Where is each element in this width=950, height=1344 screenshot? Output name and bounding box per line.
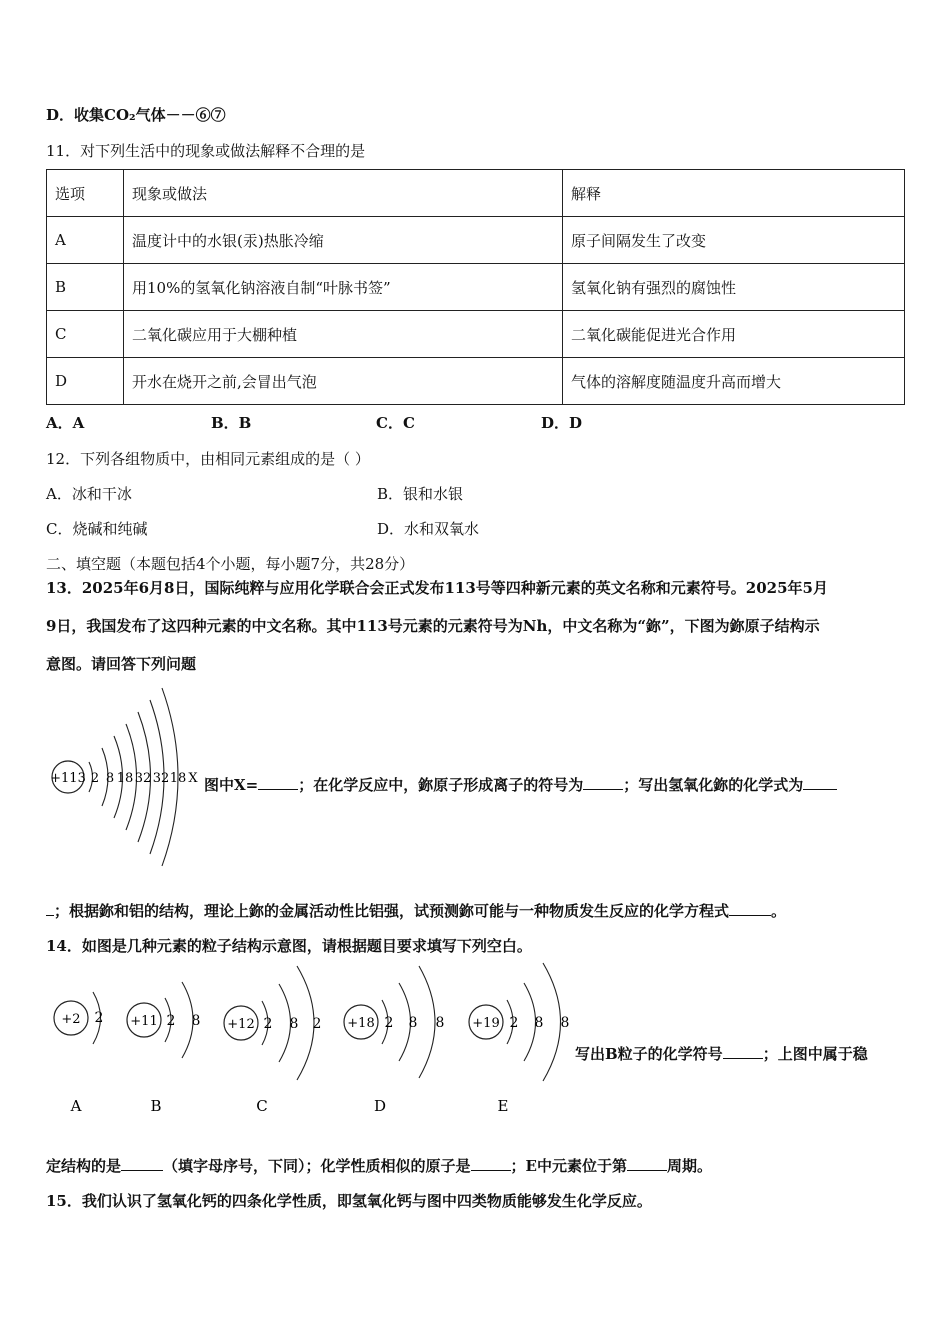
q13-line5	[46, 900, 786, 921]
table-cell: 开水在烧开之前,会冒出气泡	[124, 358, 563, 405]
q13-line5-end: 。	[771, 902, 787, 920]
shell-electrons: 8	[435, 1015, 445, 1031]
q11-choice-b: B．B	[211, 414, 252, 432]
section-heading: 二、填空题（本题包括4个小题，每小题7分，共28分）	[46, 555, 415, 573]
table-row	[47, 311, 905, 358]
q11-choice-a: A．A	[46, 414, 85, 432]
answer-blank[interactable]	[471, 1156, 511, 1171]
q13-line5-text: ；根据鉨和铝的结构，理论上鉨的金属活动性比铝强，试预测鉨可能与一种物质发生反应的化学方程式	[54, 902, 730, 920]
answer-blank[interactable]	[46, 901, 54, 916]
table-cell: 气体的溶解度随温度升高而增大	[563, 358, 905, 405]
shell-electrons: 8	[408, 1015, 418, 1031]
shell-electrons: 32	[152, 771, 170, 786]
answer-blank[interactable]	[583, 775, 623, 790]
shell-electrons: 8	[191, 1013, 201, 1029]
q14-line3-a: 定结构的是	[46, 1157, 122, 1175]
shell-electrons: 2	[263, 1016, 273, 1032]
particle-label: A	[70, 1097, 82, 1115]
particle-label: C	[256, 1097, 268, 1115]
table-row	[47, 264, 905, 311]
table-cell: 原子间隔发生了改变	[563, 217, 905, 264]
nucleus-label: +18	[347, 1016, 375, 1031]
q11-choice-d: D．D	[541, 414, 583, 432]
q13-line1: 13．2025年6月8日，国际纯粹与应用化学联合会正式发布113号等四种新元素的英文名称和元素符号。2025年5月	[46, 579, 828, 597]
q11-choice-c: C．C	[376, 414, 415, 432]
answer-blank[interactable]	[121, 1156, 163, 1171]
q14-side-b: ；上图中属于稳	[762, 1045, 868, 1063]
shell-electrons: 2	[384, 1015, 394, 1031]
shell-electrons: 8	[534, 1015, 544, 1031]
table-cell: 氢氧化钠有强烈的腐蚀性	[563, 264, 905, 311]
shell-electrons: 2	[312, 1016, 322, 1032]
q14-line3-d: 周期。	[666, 1157, 712, 1175]
table-header-cell: 选项	[47, 170, 124, 217]
q11-stem: 11．对下列生活中的现象或做法解释不合理的是	[46, 142, 366, 160]
table-cell: 用10%的氢氧化钠溶液自制“叶脉书签”	[124, 264, 563, 311]
shell-electrons: 18	[116, 771, 134, 786]
q10-option-d: D．收集CO₂气体－－⑥⑦	[46, 106, 226, 124]
particle-label: B	[150, 1097, 162, 1115]
particle-b	[127, 982, 200, 1115]
table-header-cell: 现象或做法	[124, 170, 563, 217]
nucleus-label: +12	[227, 1017, 255, 1032]
answer-blank[interactable]	[729, 901, 771, 916]
q13-text-ion: ；在化学反应中，鉨原子形成离子的符号为	[298, 776, 584, 794]
q13-line2: 9日，我国发布了这四种元素的中文名称。其中113号元素的元素符号为Nh，中文名称为“鉨”，下图为鉨原子结构示	[46, 617, 820, 635]
table-header-cell: 解释	[563, 170, 905, 217]
particle-c	[224, 966, 321, 1115]
q14-stem: 14．如图是几种元素的粒子结构示意图，请根据题目要求填写下列空白。	[46, 937, 532, 955]
q14-side-a: 写出B粒子的化学符号	[575, 1045, 723, 1063]
shell-electrons: 18	[169, 771, 187, 786]
q14-line3-b: （填字母序号，下同）；化学性质相似的原子是	[163, 1157, 471, 1175]
particle-a	[54, 992, 103, 1115]
shell-electrons: 2	[509, 1015, 519, 1031]
table-cell: 温度计中的水银(汞)热胀冷缩	[124, 217, 563, 264]
q13-line3: 意图。请回答下列问题	[46, 655, 197, 673]
shell-electrons: 8	[289, 1016, 299, 1032]
q12-choice-a: A．冰和干冰	[46, 485, 132, 503]
answer-blank[interactable]	[258, 775, 298, 790]
nucleus-label: +113	[50, 771, 86, 786]
table-row	[47, 217, 905, 264]
q13-text-formula: ；写出氢氧化鉨的化学式为	[623, 776, 804, 794]
table-cell: A	[47, 217, 124, 264]
q13-fill-line	[204, 774, 837, 795]
particle-d	[344, 966, 444, 1115]
table-cell: 二氧化碳应用于大棚种植	[124, 311, 563, 358]
answer-blank[interactable]	[627, 1156, 667, 1171]
table-header-row	[47, 170, 905, 217]
q11-table	[46, 169, 905, 405]
nucleus-label: +11	[130, 1014, 158, 1029]
q12-choice-b: B．银和水银	[377, 485, 464, 503]
particle-label: E	[497, 1097, 509, 1115]
particle-label: D	[373, 1097, 387, 1115]
shell-electrons: 2	[166, 1013, 176, 1029]
q15-stem: 15．我们认识了氢氧化钙的四条化学性质，即氢氧化钙与图中四类物质能够发生化学反应。	[46, 1192, 652, 1210]
q14-side-text	[575, 1043, 868, 1064]
shell-electrons: X	[188, 771, 198, 786]
q12-choice-c: C．烧碱和纯碱	[46, 520, 148, 538]
q13-text-x: 图中X=	[204, 776, 259, 794]
q12-choice-d: D．水和双氧水	[377, 520, 480, 538]
nh-atom-structure-diagram	[46, 680, 206, 875]
table-cell: 二氧化碳能促进光合作用	[563, 311, 905, 358]
table-cell: C	[47, 311, 124, 358]
shell-electrons: 2	[94, 1010, 104, 1026]
table-cell: D	[47, 358, 124, 405]
answer-blank[interactable]	[803, 775, 837, 790]
particle-structure-diagrams	[46, 958, 581, 1123]
shell-electrons: 8	[560, 1015, 570, 1031]
table-cell: B	[47, 264, 124, 311]
q12-stem: 12．下列各组物质中，由相同元素组成的是（ ）	[46, 450, 370, 468]
table-row	[47, 358, 905, 405]
q14-line3-c: ；E中元素位于第	[510, 1157, 627, 1175]
shell-electrons: 2	[90, 771, 100, 786]
nucleus-label: +2	[61, 1012, 81, 1027]
answer-blank[interactable]	[723, 1044, 763, 1059]
q14-line3	[46, 1155, 712, 1176]
shell-electrons: 32	[134, 771, 152, 786]
shell-electrons: 8	[105, 771, 115, 786]
particle-e	[469, 963, 569, 1115]
nucleus-label: +19	[472, 1016, 500, 1031]
